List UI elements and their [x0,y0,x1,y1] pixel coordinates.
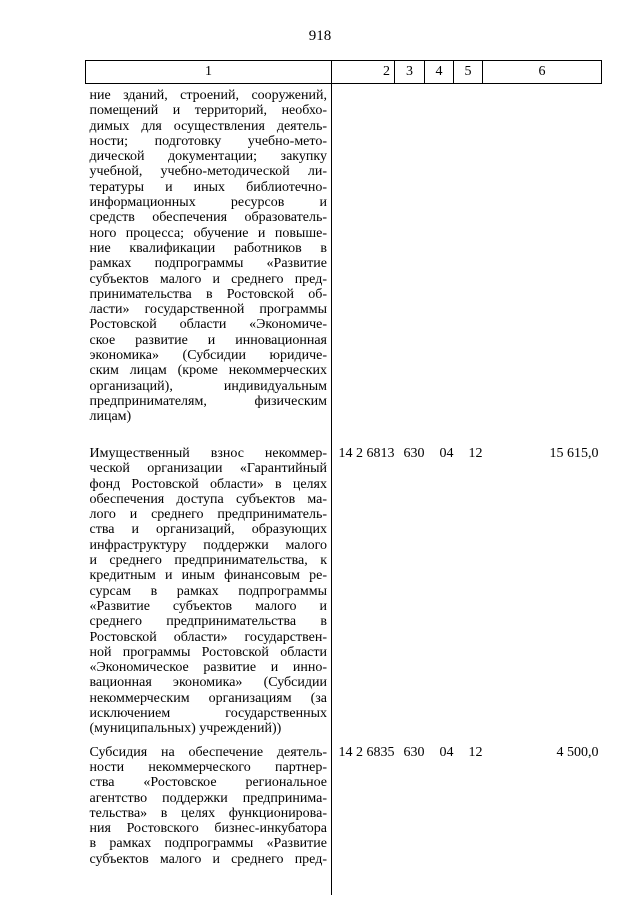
description-line: «Развитие субъектов малого и [89,598,327,614]
row-target-code [332,84,395,439]
row-description [86,438,332,737]
row-section: 04 [439,446,454,461]
row-subsection: 12 [468,446,483,461]
description-line: рамках подпрограммы «Развитие [89,256,327,272]
row-section: 04 [439,744,454,760]
description-line: (муниципальных) учреждений)) [89,721,282,737]
header-col-4: 4 [425,61,454,84]
description-line: предпринимателям, физическим [89,393,327,409]
description-line: ние зданий, строений, сооружений, [89,88,327,103]
description-line: сурсам в рамках подпрограммы [89,583,327,599]
table-row [86,84,602,439]
description-line: агентство поддержки предпринима- [89,790,327,806]
description-line: ния Ростовского бизнес-инкубатора [89,821,327,837]
description-line: учебной, учебно-методической ли- [89,164,327,180]
page-number: 918 [308,28,332,44]
description-line: лицам) [89,409,132,425]
row-description [86,737,332,895]
description-line: ское развитие и инновационная [89,332,327,348]
description-line: ства и организаций, образующих [89,522,327,538]
description-line: Имущественный взнос некоммер- [89,446,327,461]
description-line: некоммерческим организациям (за [89,690,327,706]
description-line: исключением государственных [89,706,327,722]
row-subsection: 12 [468,744,483,760]
row-expense-type: 630 [403,744,425,760]
description-line: вационная экономика» (Субсидии [89,675,327,691]
row-section [425,84,454,439]
header-col-1: 1 [86,61,332,84]
header-col-5: 5 [454,61,483,84]
header-col-2: 2 [332,61,395,84]
description-line: обеспечения доступа субъектов ма- [89,491,327,507]
description-line: тельства» в целях функционирова- [89,805,327,821]
description-line: средств обеспечения образователь- [89,210,327,226]
description-line: ности; подготовку учебно-мето- [89,133,327,149]
description-line: дической документации; закупку [89,149,327,165]
row-amount [483,84,602,439]
header-col-3: 3 [395,61,425,84]
description-line: ние квалификации работников в [89,240,327,256]
row-expense-type: 630 [403,446,425,461]
description-line: организаций), индивидуальным [89,378,327,394]
description-line: тературы и иных библиотечно- [89,179,327,195]
description-line: димых для осуществления деятель- [89,118,327,134]
description-line: «Экономическое развитие и инно- [89,660,327,676]
description-line: и среднего предпринимательства, к [89,553,327,569]
description-line: помещений и территорий, необхо- [89,103,327,119]
description-line: субъектов малого и среднего пред- [89,271,327,287]
description-line: фонд Ростовской области» в целях [89,476,327,492]
budget-table [85,60,602,895]
description-line: лого и среднего предприниматель- [89,507,327,523]
row-target-code: 14 2 6835 [338,744,395,760]
description-line: среднего предпринимательства в [89,614,327,630]
description-line: субъектов малого и среднего пред- [89,851,327,867]
row-target-code: 14 2 6813 [338,446,395,461]
description-line: ной программы Ростовской области [89,644,327,660]
table-row [86,438,602,737]
description-line: инфраструктуру поддержки малого [89,537,327,553]
description-line: ласти» государственной программы [89,302,327,318]
description-line: ским лицам (кроме некоммерческих [89,363,327,379]
description-line: ности некоммерческого партнер- [89,759,327,775]
row-expense-type [395,84,425,439]
description-line: экономика» (Субсидии юридиче- [89,348,327,364]
description-line: кредитным и иным финансовым ре- [89,568,327,584]
description-line: Ростовской области «Экономиче- [89,317,327,333]
table-row [86,737,602,895]
description-line: принимательства в Ростовской об- [89,286,327,302]
row-amount: 15 615,0 [549,446,599,461]
row-subsection [454,84,483,439]
description-line: ческой организации «Гарантийный [89,461,327,477]
description-line: информационных ресурсов и [89,195,327,211]
description-line: ного процесса; обучение и повыше- [89,225,327,241]
description-line: Ростовской области» государствен- [89,629,327,645]
table-header-row [86,61,602,84]
description-line: в рамках подпрограммы «Развитие [89,836,327,852]
row-amount: 4 500,0 [556,744,599,760]
header-col-6: 6 [483,61,602,84]
row-description [86,84,332,439]
description-line: ства «Ростовское региональное [89,775,327,791]
description-line: Субсидия на обеспечение деятель- [89,744,327,760]
